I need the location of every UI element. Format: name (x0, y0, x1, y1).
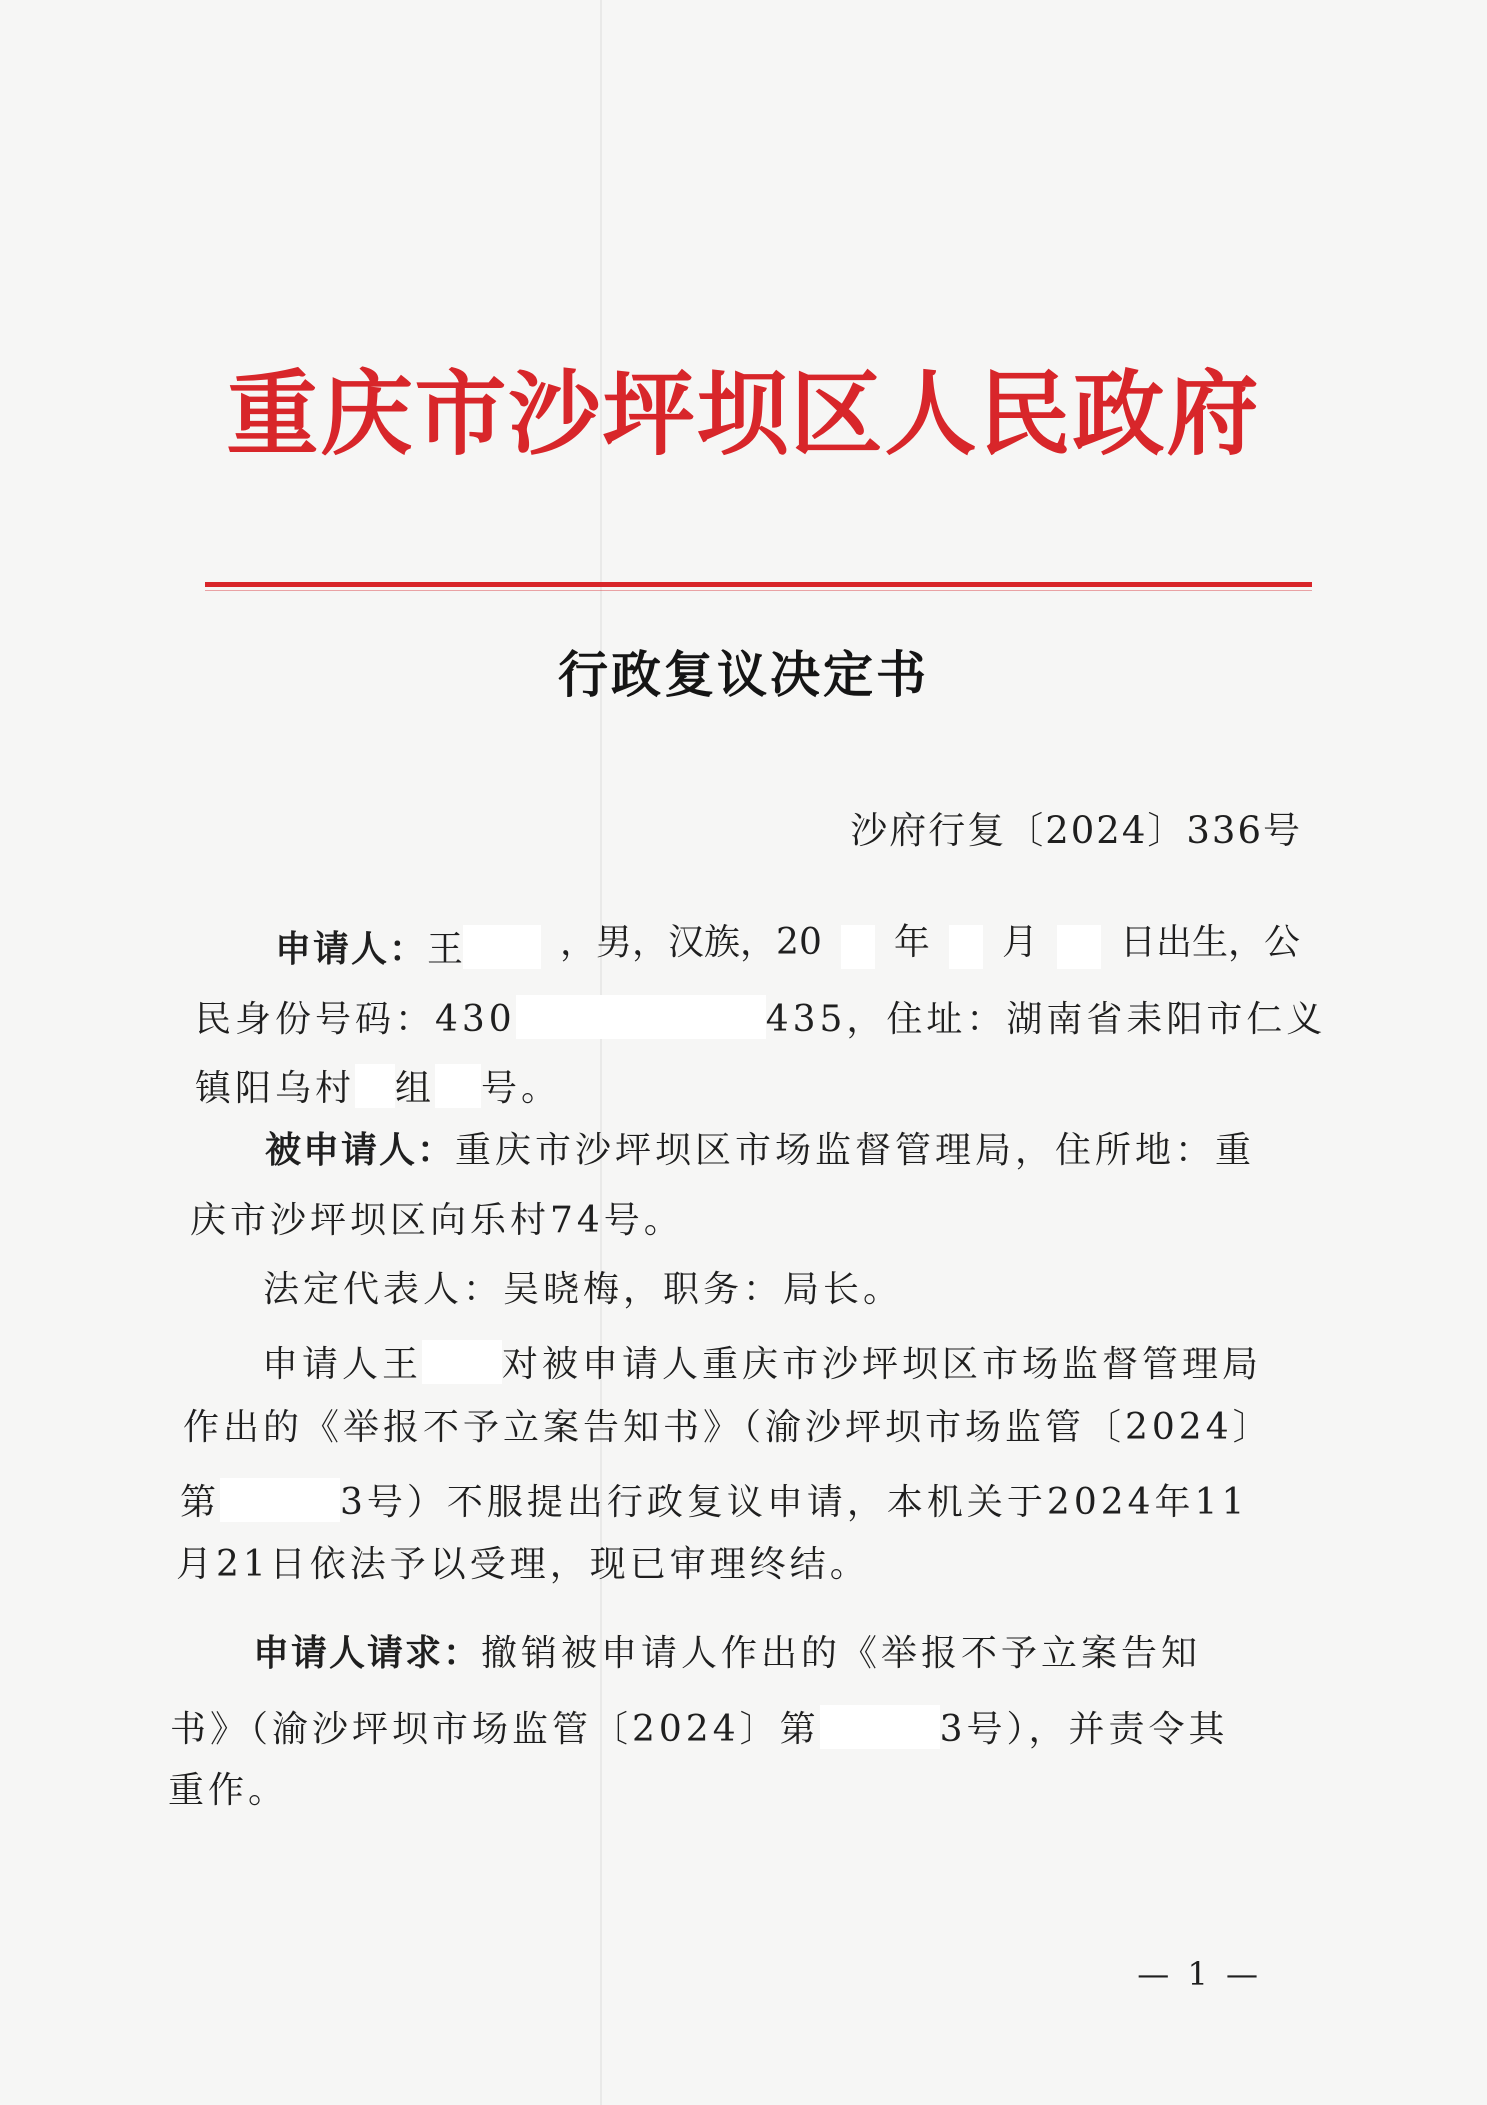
request-label: 申请人请求： (253, 1633, 482, 1674)
respondent-label: 被申请人： (265, 1130, 456, 1171)
redaction-box (949, 925, 983, 969)
redaction-box (1057, 925, 1101, 969)
redaction-box (841, 925, 875, 969)
redaction-box (435, 1064, 481, 1108)
redaction-box (220, 1478, 340, 1522)
request-line-2: 书》（渝沙坪坝市场监管〔2024〕第 3号），并责令其 (170, 1705, 1229, 1749)
redaction-box (820, 1705, 940, 1749)
letterhead-red-rule (205, 582, 1312, 587)
document-title: 行政复议决定书 (558, 645, 929, 704)
applicant-line-3: 镇阳乌村 组 号。 (195, 1064, 561, 1108)
legal-representative: 法定代表人：吴晓梅，职务：局长。 (263, 1269, 904, 1310)
respondent-line-2: 庆市沙坪坝区向乐村74号。 (190, 1200, 684, 1241)
document-number: 沙府行复〔2024〕336号 (850, 809, 1302, 852)
redaction-box (463, 925, 541, 969)
request-line-1: 申请人请求：撤销被申请人作出的《举报不予立案告知 (253, 1633, 1202, 1674)
page-number: — 1 — (1137, 1955, 1262, 1993)
letterhead-red-rule-thin (205, 590, 1312, 591)
respondent-line-1: 被申请人：重庆市沙坪坝区市场监督管理局，住所地：重 (265, 1130, 1256, 1171)
page-fold-shadow (600, 0, 602, 2105)
letterhead-title: 重庆市沙坪坝区人民政府 (226, 360, 1261, 468)
request-line-3: 重作。 (168, 1770, 289, 1811)
redaction-box (355, 1064, 395, 1108)
applicant-label: 申请人： (275, 929, 428, 970)
intro-line-4: 月21日依法予以受理，现已审理终结。 (176, 1544, 870, 1585)
applicant-line-1: 申请人：王 ，男，汉族，20 年 月 日出生，公 (275, 922, 1300, 970)
intro-line-1: 申请人王 对被申请人重庆市沙坪坝区市场监督管理局 (262, 1340, 1262, 1384)
intro-line-2: 作出的《举报不予立案告知书》（渝沙坪坝市场监管〔2024〕 (183, 1407, 1273, 1448)
redaction-box (516, 995, 766, 1039)
intro-line-3: 第 3号）不服提出行政复议申请，本机关于2024年11 (180, 1478, 1248, 1522)
applicant-line-2: 民身份号码：430 435，住址：湖南省耒阳市仁义 (195, 995, 1326, 1039)
redaction-box (422, 1340, 502, 1384)
